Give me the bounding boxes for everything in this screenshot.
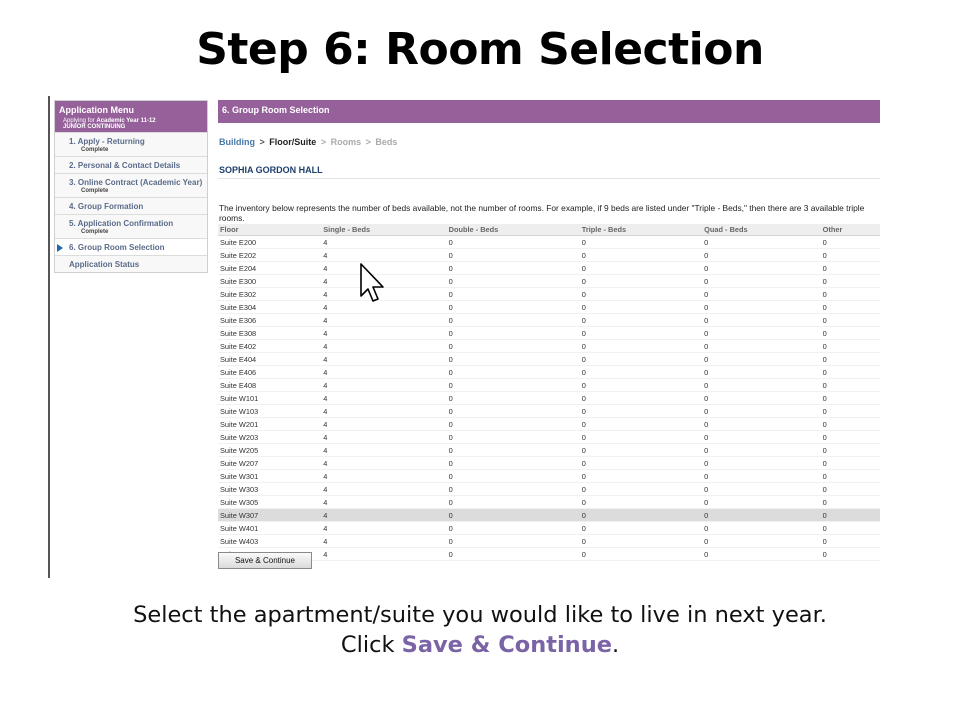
menu-item[interactable]: [55, 156, 207, 173]
bed-count: 0: [821, 236, 880, 249]
bed-count: 0: [447, 340, 580, 353]
bed-count: 0: [580, 444, 702, 457]
column-header: Quad - Beds: [702, 224, 821, 236]
bed-count: 0: [447, 522, 580, 535]
table-row[interactable]: [218, 444, 880, 457]
caption-line-1: Select the apartment/suite you would like to live in next year.: [133, 602, 827, 628]
bed-count: 0: [821, 249, 880, 262]
bed-count: 0: [821, 288, 880, 301]
bed-count: 4: [321, 340, 446, 353]
bed-count: 0: [580, 392, 702, 405]
bed-count: 0: [821, 353, 880, 366]
bed-count: 0: [447, 301, 580, 314]
caption-prefix: Click: [340, 632, 402, 658]
table-row[interactable]: [218, 457, 880, 470]
suite-name: Suite E308: [218, 327, 321, 340]
breadcrumb-building[interactable]: Building: [219, 137, 255, 147]
bed-count: 0: [447, 405, 580, 418]
column-header: Double - Beds: [447, 224, 580, 236]
bed-count: 0: [447, 353, 580, 366]
bed-count: 4: [321, 444, 446, 457]
table-row[interactable]: [218, 548, 880, 561]
bed-count: 0: [447, 392, 580, 405]
bed-count: 4: [321, 353, 446, 366]
column-header: Single - Beds: [321, 224, 446, 236]
table-row[interactable]: [218, 418, 880, 431]
bed-count: 0: [580, 431, 702, 444]
bed-count: 4: [321, 288, 446, 301]
bed-count: 0: [702, 327, 821, 340]
bed-count: 0: [821, 444, 880, 457]
arrow-right-icon: [57, 244, 63, 252]
menu-item[interactable]: [55, 238, 207, 255]
suite-name: Suite E306: [218, 314, 321, 327]
bed-count: 0: [821, 366, 880, 379]
suite-name: Suite W301: [218, 470, 321, 483]
bed-count: 0: [580, 522, 702, 535]
breadcrumb-separator: >: [365, 137, 371, 147]
bed-count: 0: [447, 288, 580, 301]
bed-count: 0: [821, 327, 880, 340]
bed-count: 0: [447, 262, 580, 275]
suite-name: Suite W205: [218, 444, 321, 457]
menu-item-status: Complete: [81, 147, 109, 153]
table-row[interactable]: [218, 236, 880, 249]
bed-count: 4: [321, 236, 446, 249]
breadcrumb-separator: >: [320, 137, 327, 147]
table-row[interactable]: [218, 262, 880, 275]
main-panel: [218, 100, 880, 561]
bed-count: 4: [321, 275, 446, 288]
bed-count: 4: [321, 301, 446, 314]
suite-name: Suite W203: [218, 431, 321, 444]
bed-count: 4: [321, 418, 446, 431]
bed-count: 0: [702, 392, 821, 405]
divider: [48, 96, 50, 578]
bed-count: 0: [702, 470, 821, 483]
column-header: Other: [821, 224, 880, 236]
bed-count: 0: [821, 405, 880, 418]
bed-count: 4: [321, 249, 446, 262]
bed-count: 4: [321, 405, 446, 418]
menu-item[interactable]: [55, 197, 207, 214]
caption-save-continue: Save & Continue: [401, 632, 612, 658]
bed-count: 0: [580, 288, 702, 301]
table-row[interactable]: [218, 535, 880, 548]
table-row[interactable]: [218, 340, 880, 353]
bed-count: 0: [702, 496, 821, 509]
suite-name: Suite E302: [218, 288, 321, 301]
table-row[interactable]: [218, 379, 880, 392]
bed-count: 0: [821, 483, 880, 496]
bed-count: 0: [821, 262, 880, 275]
bed-count: 0: [447, 366, 580, 379]
table-row[interactable]: [218, 314, 880, 327]
bed-count: 0: [447, 236, 580, 249]
bed-count: 0: [821, 340, 880, 353]
bed-count: 0: [702, 314, 821, 327]
suite-name: Suite E202: [218, 249, 321, 262]
breadcrumb-beds: Beds: [375, 137, 398, 147]
bed-count: 0: [702, 288, 821, 301]
menu-item[interactable]: [55, 132, 207, 156]
table-row[interactable]: [218, 405, 880, 418]
bed-count: 0: [580, 236, 702, 249]
bed-count: 4: [321, 392, 446, 405]
bed-count: 0: [702, 366, 821, 379]
bed-count: 0: [447, 327, 580, 340]
bed-count: 0: [447, 509, 580, 522]
suite-name: Suite E204: [218, 262, 321, 275]
bed-count: 0: [821, 314, 880, 327]
bed-count: 0: [821, 418, 880, 431]
suite-name: Suite W307: [218, 509, 321, 522]
bed-count: 0: [702, 418, 821, 431]
menu-item[interactable]: [55, 255, 207, 272]
bed-count: 0: [702, 249, 821, 262]
bed-count: 0: [447, 314, 580, 327]
bed-count: 0: [702, 236, 821, 249]
table-row[interactable]: [218, 483, 880, 496]
table-row[interactable]: [218, 392, 880, 405]
bed-count: 4: [321, 470, 446, 483]
bed-count: 0: [702, 444, 821, 457]
screenshot-area: [48, 96, 880, 578]
bed-count: 0: [821, 379, 880, 392]
breadcrumb-rooms: Rooms: [330, 137, 362, 147]
suite-name: Suite W201: [218, 418, 321, 431]
breadcrumb-floor: Floor/Suite: [269, 137, 317, 147]
table-row[interactable]: [218, 353, 880, 366]
menu-title: Application Menu: [59, 105, 134, 115]
mouse-pointer-icon: [358, 262, 386, 304]
bed-count: 0: [821, 470, 880, 483]
suite-name: Suite E402: [218, 340, 321, 353]
panel-title: 6. Group Room Selection: [218, 100, 880, 123]
bed-count: 0: [821, 522, 880, 535]
suite-name: Suite E406: [218, 366, 321, 379]
hall-name: SOPHIA GORDON HALL: [218, 165, 880, 179]
bed-count: 0: [702, 535, 821, 548]
table-row[interactable]: [218, 470, 880, 483]
save-continue-button[interactable]: Save & Continue: [218, 552, 312, 569]
inventory-table: [218, 224, 880, 561]
bed-count: 0: [821, 496, 880, 509]
bed-count: 0: [580, 457, 702, 470]
menu-item-label: 5. Application Confirmation: [69, 219, 174, 228]
bed-count: 0: [580, 418, 702, 431]
bed-count: 0: [580, 405, 702, 418]
suite-name: Suite W303: [218, 483, 321, 496]
bed-count: 0: [580, 548, 702, 561]
bed-count: 0: [702, 509, 821, 522]
suite-name: Suite W101: [218, 392, 321, 405]
bed-count: 0: [447, 548, 580, 561]
table-row[interactable]: [218, 301, 880, 314]
bed-count: 0: [447, 249, 580, 262]
menu-item-label: 6. Group Room Selection: [69, 243, 165, 252]
bed-count: 0: [821, 275, 880, 288]
suite-name: Suite W305: [218, 496, 321, 509]
table-header-row: [218, 224, 880, 236]
menu-item-status: Complete: [81, 229, 109, 235]
bed-count: 0: [702, 431, 821, 444]
bed-count: 4: [321, 431, 446, 444]
bed-count: 0: [580, 314, 702, 327]
applying-prefix: Applying for: [63, 118, 97, 124]
bed-count: 0: [702, 405, 821, 418]
bed-count: 0: [447, 457, 580, 470]
bed-count: 0: [580, 379, 702, 392]
bed-count: 4: [321, 535, 446, 548]
bed-count: 0: [580, 470, 702, 483]
bed-count: 0: [580, 353, 702, 366]
bed-count: 4: [321, 327, 446, 340]
menu-item-label: 1. Apply - Returning: [69, 137, 145, 146]
menu-item-label: 2. Personal & Contact Details: [69, 161, 181, 170]
bed-count: 0: [702, 379, 821, 392]
inventory-note: The inventory below represents the number of beds available, not the number of rooms. For example, if 9 beds are listed under "Triple - Beds," then there are 3 available triple rooms.: [219, 203, 865, 223]
bed-count: 0: [447, 535, 580, 548]
applying-type: JUNIOR CONTINUING: [63, 124, 126, 130]
menu-item-label: 3. Online Contract (Academic Year): [69, 178, 203, 187]
bed-count: 0: [702, 262, 821, 275]
bed-count: 4: [321, 496, 446, 509]
menu-applying-info: [59, 118, 203, 130]
suite-name: Suite W403: [218, 535, 321, 548]
table-row[interactable]: [218, 249, 880, 262]
bed-count: 0: [702, 457, 821, 470]
bed-count: 0: [580, 262, 702, 275]
bed-count: 0: [821, 431, 880, 444]
caption-suffix: .: [611, 632, 620, 658]
menu-item-label: Application Status: [69, 260, 140, 269]
bed-count: 0: [580, 327, 702, 340]
caption-line-2: [0, 630, 960, 660]
bed-count: 0: [580, 535, 702, 548]
bed-count: 0: [702, 275, 821, 288]
menu-item-label: 4. Group Formation: [69, 202, 144, 211]
column-header: Floor: [218, 224, 321, 236]
menu-header: [55, 101, 207, 132]
bed-count: 0: [580, 509, 702, 522]
table-row[interactable]: [218, 288, 880, 301]
bed-count: 0: [580, 496, 702, 509]
applying-year: Academic Year 11-12: [96, 118, 156, 124]
breadcrumb: [218, 137, 880, 147]
bed-count: 0: [447, 275, 580, 288]
bed-count: 0: [447, 496, 580, 509]
menu-item[interactable]: [55, 173, 207, 197]
table-row[interactable]: [218, 327, 880, 340]
bed-count: 4: [321, 379, 446, 392]
suite-name: Suite W103: [218, 405, 321, 418]
bed-count: 0: [447, 418, 580, 431]
bed-count: 0: [447, 444, 580, 457]
table-row[interactable]: [218, 496, 880, 509]
suite-name: Suite E404: [218, 353, 321, 366]
bed-count: 4: [321, 522, 446, 535]
bed-count: 0: [821, 509, 880, 522]
column-header: Triple - Beds: [580, 224, 702, 236]
bed-count: 0: [447, 379, 580, 392]
suite-name: Suite W401: [218, 522, 321, 535]
suite-name: Suite E408: [218, 379, 321, 392]
bed-count: 4: [321, 314, 446, 327]
bed-count: 0: [580, 275, 702, 288]
bed-count: 0: [821, 535, 880, 548]
bed-count: 0: [580, 483, 702, 496]
bed-count: 0: [580, 340, 702, 353]
bed-count: 0: [702, 483, 821, 496]
bed-count: 0: [447, 431, 580, 444]
breadcrumb-separator: >: [259, 137, 265, 147]
bed-count: 0: [702, 301, 821, 314]
bed-count: 4: [321, 548, 446, 561]
bed-count: 0: [821, 301, 880, 314]
slide-title: Step 6: Room Selection: [196, 24, 764, 75]
bed-count: 0: [702, 548, 821, 561]
table-row[interactable]: [218, 509, 880, 522]
application-menu: [54, 100, 208, 273]
suite-name: Suite E304: [218, 301, 321, 314]
bed-count: 0: [702, 353, 821, 366]
bed-count: 0: [580, 249, 702, 262]
suite-name: Suite E300: [218, 275, 321, 288]
bed-count: 4: [321, 262, 446, 275]
bed-count: 0: [580, 366, 702, 379]
table-row[interactable]: [218, 431, 880, 444]
bed-count: 4: [321, 457, 446, 470]
bed-count: 0: [821, 457, 880, 470]
bed-count: 0: [447, 483, 580, 496]
bed-count: 0: [580, 301, 702, 314]
menu-item-status: Complete: [81, 188, 109, 194]
bed-count: 0: [821, 548, 880, 561]
table-row[interactable]: [218, 522, 880, 535]
suite-name: Suite W207: [218, 457, 321, 470]
suite-name: Suite E200: [218, 236, 321, 249]
bed-count: 0: [702, 522, 821, 535]
bed-count: 0: [702, 340, 821, 353]
bed-count: 4: [321, 509, 446, 522]
bed-count: 4: [321, 483, 446, 496]
table-row[interactable]: [218, 275, 880, 288]
bed-count: 0: [821, 392, 880, 405]
table-row[interactable]: [218, 366, 880, 379]
slide-caption: [0, 600, 960, 660]
bed-count: 0: [447, 470, 580, 483]
bed-count: 4: [321, 366, 446, 379]
menu-item[interactable]: [55, 214, 207, 238]
